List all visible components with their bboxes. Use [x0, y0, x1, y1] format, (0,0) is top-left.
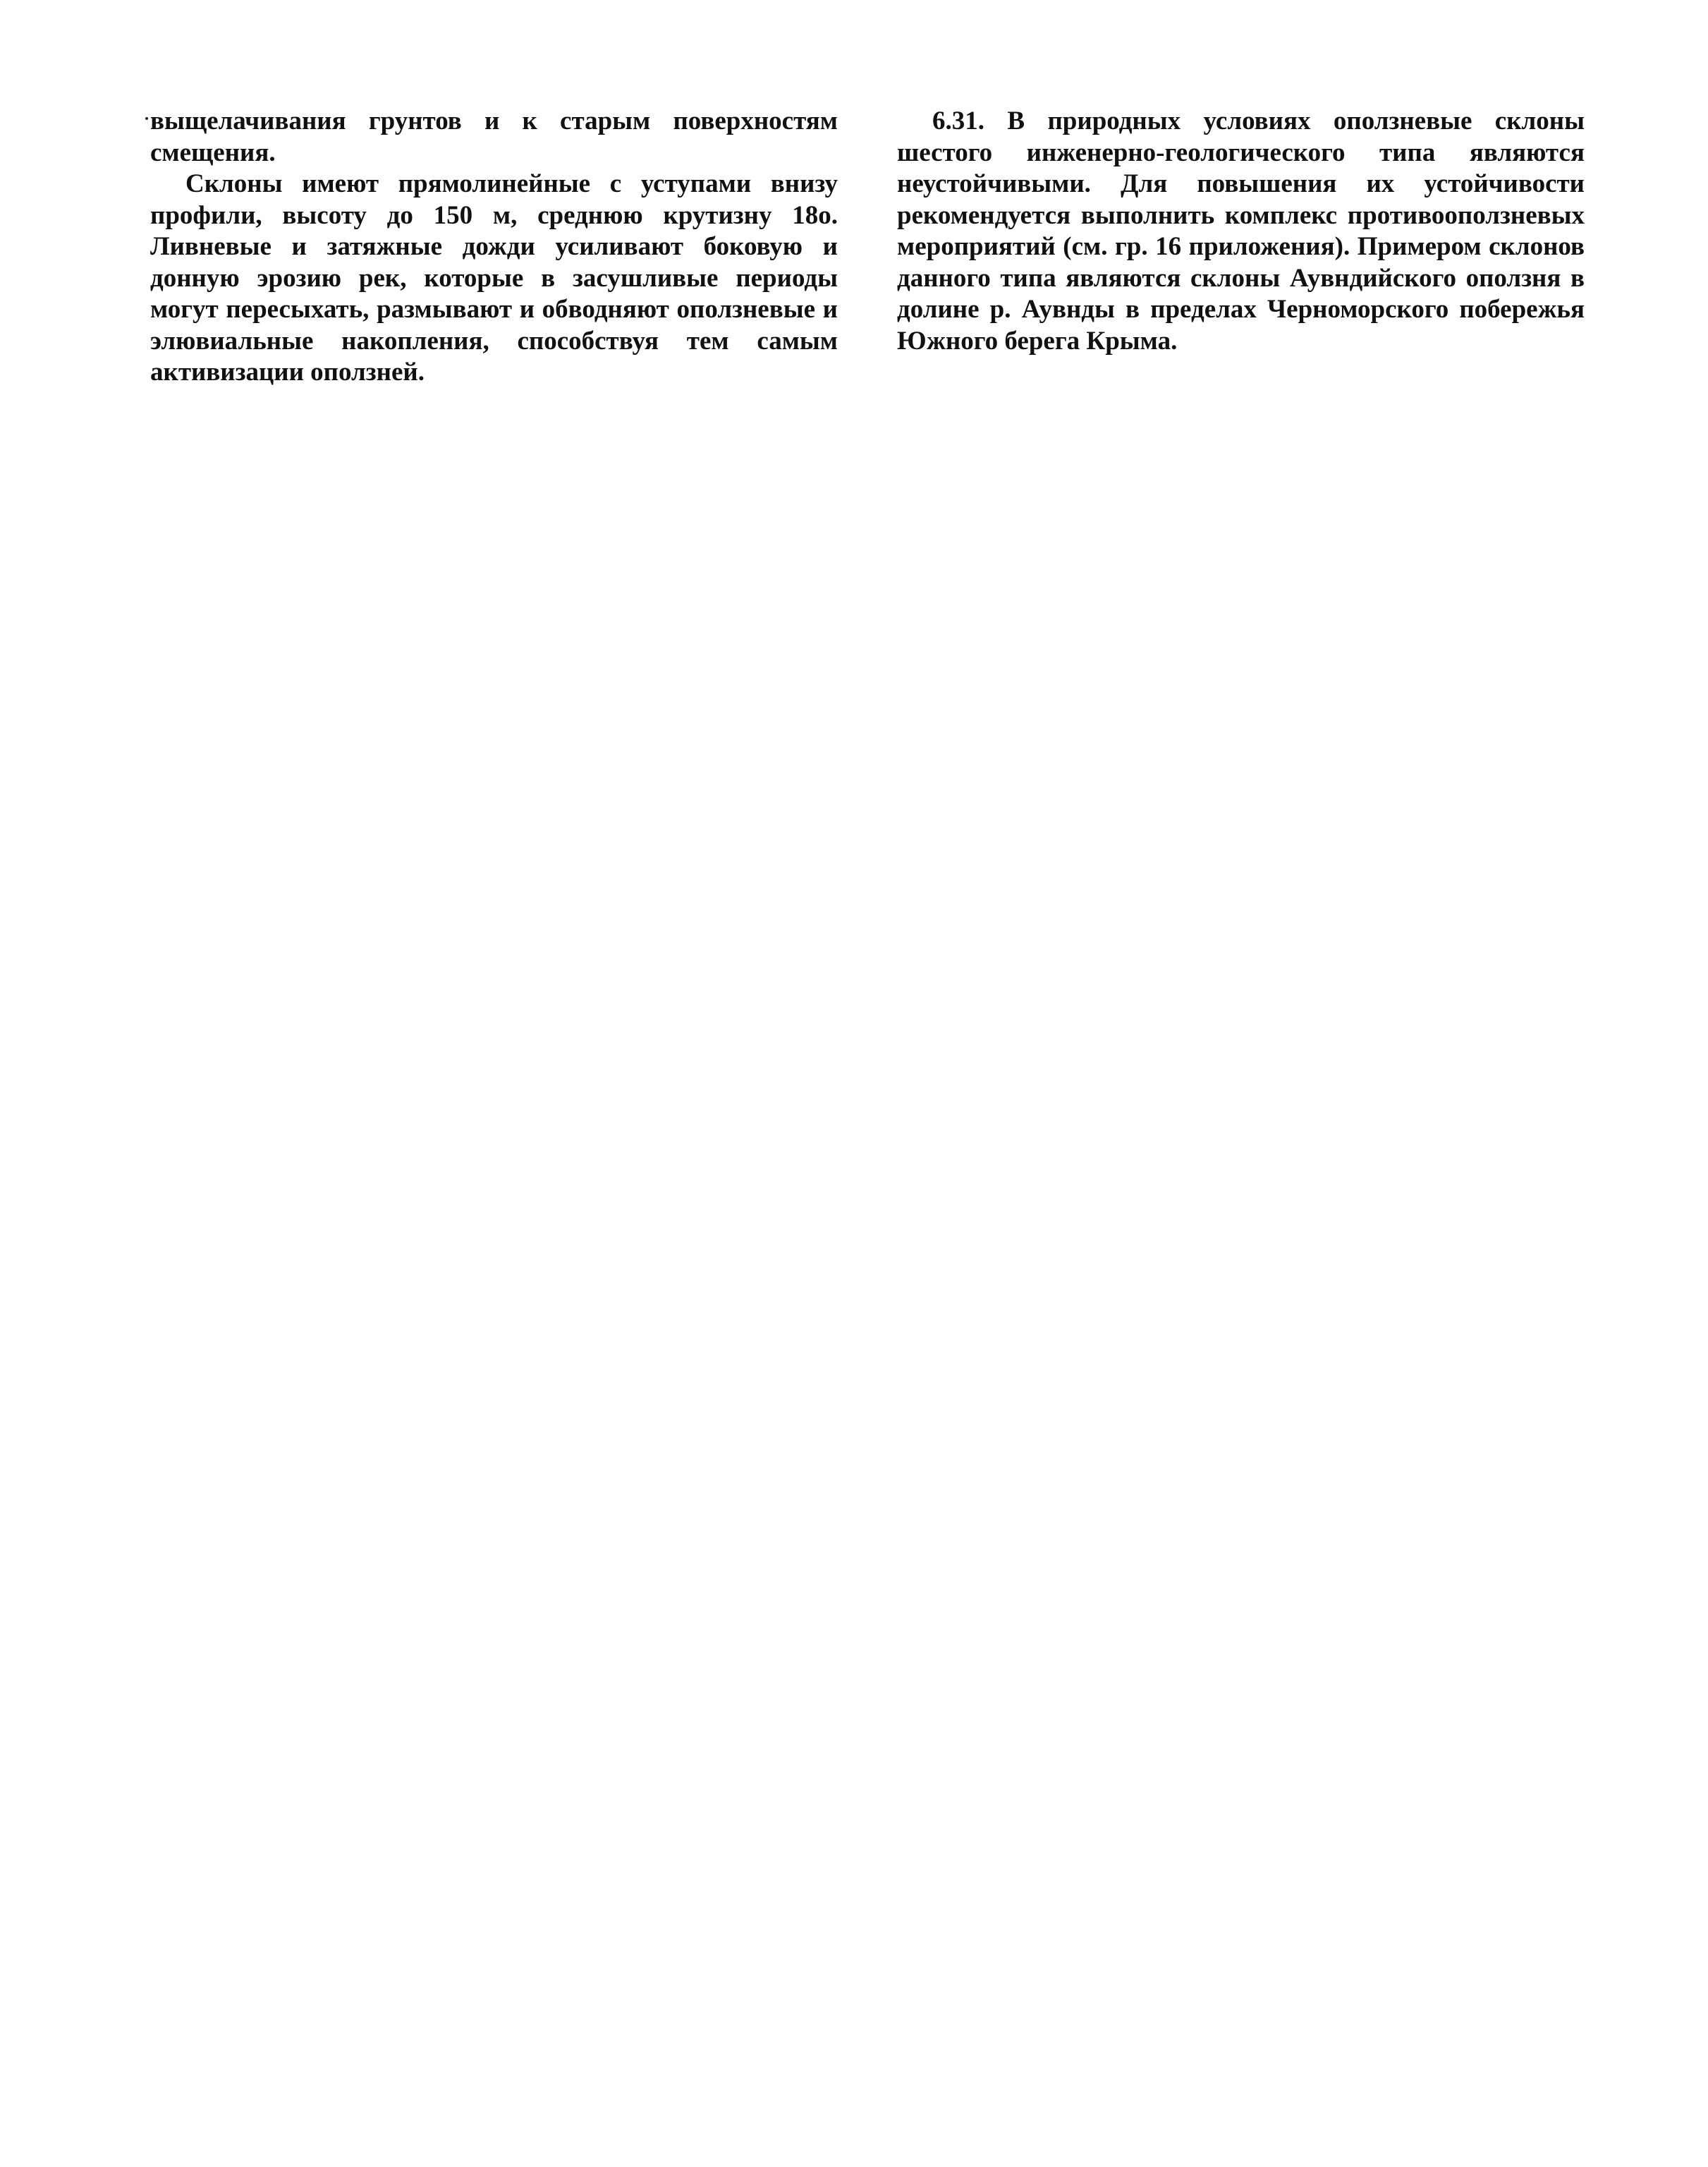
slopes-paragraph: Склоны имеют прямолинейные с уступами внизу профили, высоту до 150 м, среднюю крутизну 18о. Ливневые и затяжные дожди усиливают боковую и донную эрозию рек, которые в засушливые периоды могут пересыхать, размывают и обводняют оползневые и элювиальные накопления, способствуя тем самым активизации оползней. [150, 169, 838, 387]
section-6-31-paragraph [897, 106, 1585, 357]
section-text: В природных условиях оползневые склоны шестого инженерно-геологического типа являются неустойчивыми. Для повышения их устойчивости рекомендуется выполнить комплекс противооползневых мероприятий (см. гр. 16 приложения). Примером склонов данного типа являются склоны Аувндийского оползня в долине р. Аувнды в пределах Черноморского побережья Южного берега Крыма. [897, 107, 1585, 356]
section-number: 6.31. [932, 107, 984, 135]
scan-speck [145, 117, 148, 120]
right-column [897, 106, 1585, 357]
continued-paragraph: выщелачивания грунтов и к старым поверхностям смещения. [150, 107, 838, 167]
left-column [150, 106, 838, 389]
